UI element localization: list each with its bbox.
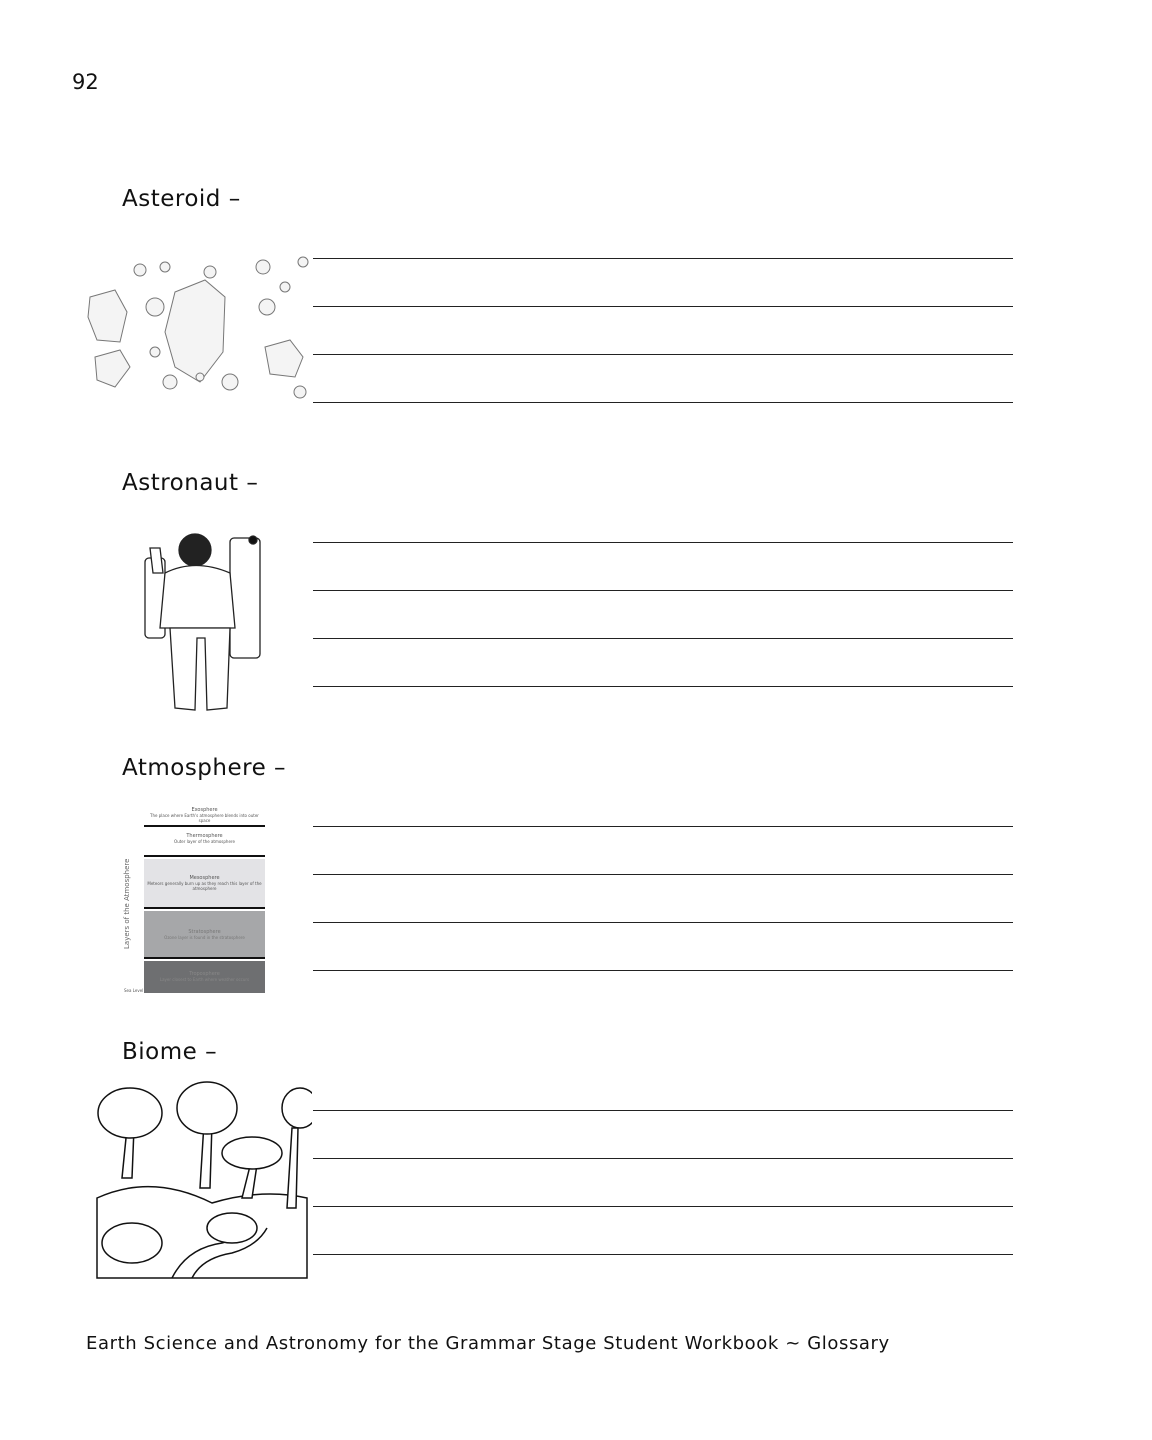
writing-line[interactable] [313, 970, 1013, 971]
page-footer: Earth Science and Astronomy for the Grammar Stage Student Workbook ~ Glossary [86, 1333, 890, 1354]
writing-line[interactable] [313, 874, 1013, 875]
term-biome: Biome – [122, 1039, 218, 1065]
layer-stratosphere: Stratosphere Ozone layer is found in the stratosphere [144, 911, 265, 959]
asteroid-illustration [85, 252, 315, 402]
term-atmosphere: Atmosphere – [122, 755, 287, 781]
writing-line[interactable] [313, 826, 1013, 827]
writing-line[interactable] [313, 1158, 1013, 1159]
writing-line[interactable] [313, 1254, 1013, 1255]
writing-line[interactable] [313, 590, 1013, 591]
atmosphere-layers-diagram [110, 805, 280, 1000]
page-number: 92 [72, 70, 99, 94]
sea-level-label: Sea Level [124, 988, 144, 993]
writing-line[interactable] [313, 402, 1013, 403]
writing-line[interactable] [313, 306, 1013, 307]
writing-line[interactable] [313, 542, 1013, 543]
atmosphere-axis-label: Layers of the Atmosphere [123, 858, 131, 949]
layer-mesosphere: Mesosphere Meteors generally burn up as they reach this layer of the atmosphere [144, 859, 265, 909]
layer-thermosphere: Thermosphere Outer layer of the atmosphere [144, 827, 265, 857]
astronaut-illustration [135, 528, 275, 718]
biome-forest-illustration [92, 1078, 312, 1280]
writing-line[interactable] [313, 1206, 1013, 1207]
writing-line[interactable] [313, 922, 1013, 923]
term-astronaut: Astronaut – [122, 470, 259, 496]
layer-exosphere: Exosphere The place where Earth's atmosphere blends into outer space [144, 807, 265, 827]
layer-troposphere: Troposphere Layer closest to Earth where weather occurs [144, 961, 265, 993]
writing-line[interactable] [313, 686, 1013, 687]
writing-line[interactable] [313, 638, 1013, 639]
writing-line[interactable] [313, 258, 1013, 259]
writing-line[interactable] [313, 354, 1013, 355]
term-asteroid: Asteroid – [122, 186, 241, 212]
writing-line[interactable] [313, 1110, 1013, 1111]
